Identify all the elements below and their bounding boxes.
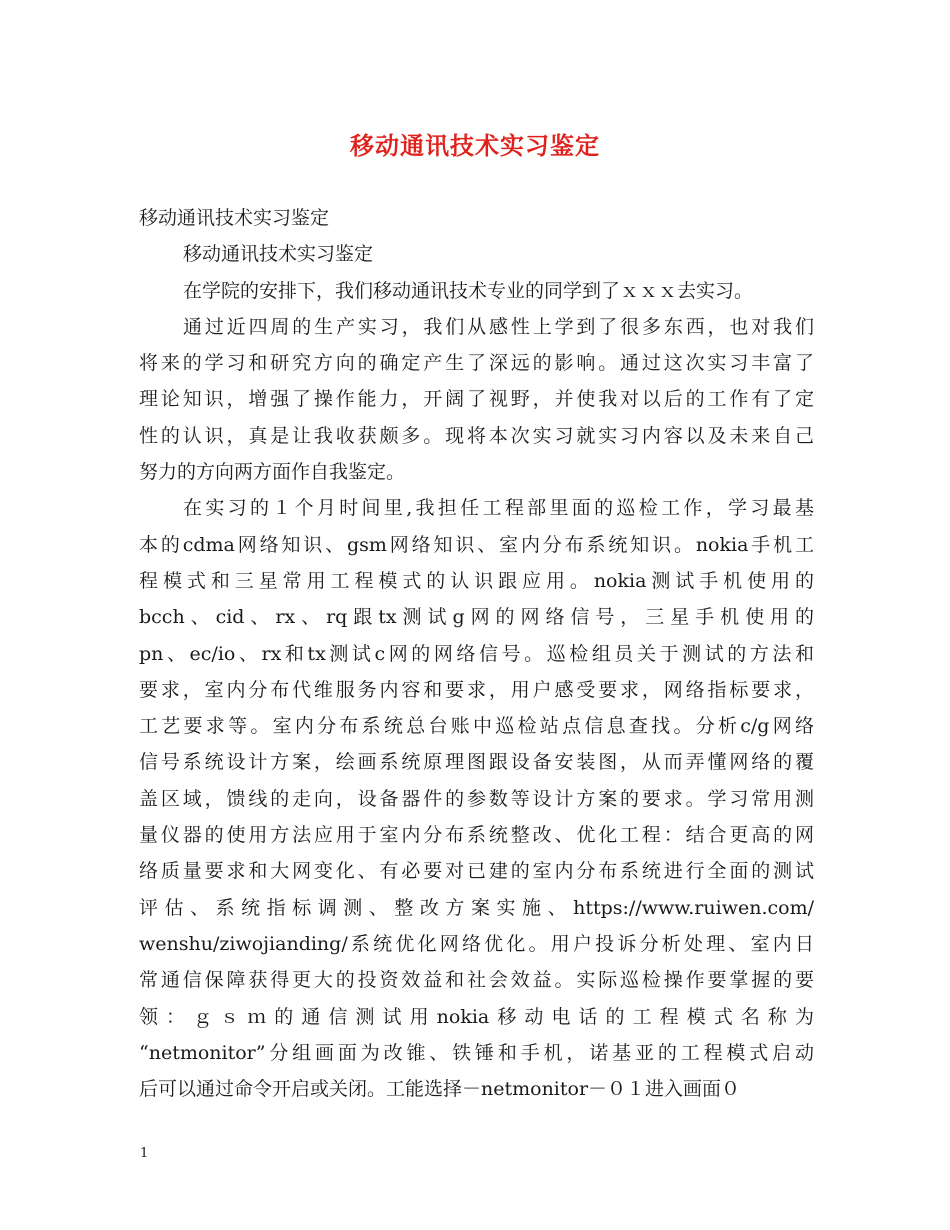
body-line: 信号系统设计方案，绘画系统原理图跟设备安装图，从而弄懂网络的覆 [139,751,814,774]
body-line: 将来的学习和研究方向的确定产生了深远的影响。通过这次实习丰富了 [139,352,814,375]
body-line: 后可以通过命令开启或关闭。工能选择－netmonitor－０１进入画面０ [139,1078,741,1101]
body-line: bcch、cid、rx、rq跟tx测试g网的网络信号，三星手机使用的 [139,606,814,629]
body-line: 要求，室内分布代维服务内容和要求，用户感受要求，网络指标要求， [139,678,814,701]
document-body [139,200,814,1107]
body-line: 通过近四周的生产实习，我们从感性上学到了很多东西，也对我们 [183,315,814,338]
body-line: 性的认识，真是让我收获颇多。现将本次实习就实习内容以及未来自己 [139,424,814,447]
page-number: 1 [140,1146,149,1161]
body-line: wenshu/ziwojianding/系统优化网络优化。用户投诉分析处理、室内日 [139,932,814,955]
body-line: 量仪器的使用方法应用于室内分布系统整改、优化工程：结合更高的网 [139,824,814,847]
document-title: 移动通讯技术实习鉴定 [350,131,600,160]
body-line: pn、ec/io、rx和tx测试c网的网络信号。巡检组员关于测试的方法和 [139,642,814,665]
body-line: 盖区域，馈线的走向，设备器件的参数等设计方案的要求。学习常用测 [139,787,814,810]
body-line: “netmonitor”分组画面为改锥、铁锤和手机，诺基亚的工程模式启动 [139,1041,814,1064]
body-line: 络质量要求和大网变化、有必要对已建的室内分布系统进行全面的测试 [139,860,814,883]
body-line: 移动通讯技术实习鉴定 [139,207,330,229]
body-line: 评估、系统指标调测、整改方案实施、https://www.ruiwen.com/ [139,896,814,919]
body-line: 理论知识，增强了操作能力，开阔了视野，并使我对以后的工作有了定 [139,388,814,411]
body-line: 领：ｇｓｍ的通信测试用nokia移动电话的工程模式名称为 [139,1005,814,1028]
body-line: 移动通讯技术实习鉴定 [183,243,374,266]
body-line: 本的cdma网络知识、gsm网络知识、室内分布系统知识。nokia手机工 [139,533,814,556]
body-line: 在实习的１个月时间里,我担任工程部里面的巡检工作，学习最基 [183,497,814,520]
body-line: 在学院的安排下，我们移动通讯技术专业的同学到了ｘｘｘ去实习。 [183,279,754,302]
body-line: 常通信保障获得更大的投资效益和社会效益。实际巡检操作要掌握的要 [139,969,814,992]
body-line: 努力的方向两方面作自我鉴定。 [139,461,406,484]
body-line: 程模式和三星常用工程模式的认识跟应用。nokia测试手机使用的 [139,569,814,592]
body-line: 工艺要求等。室内分布系统总台账中巡检站点信息查找。分析c/g网络 [139,715,814,738]
